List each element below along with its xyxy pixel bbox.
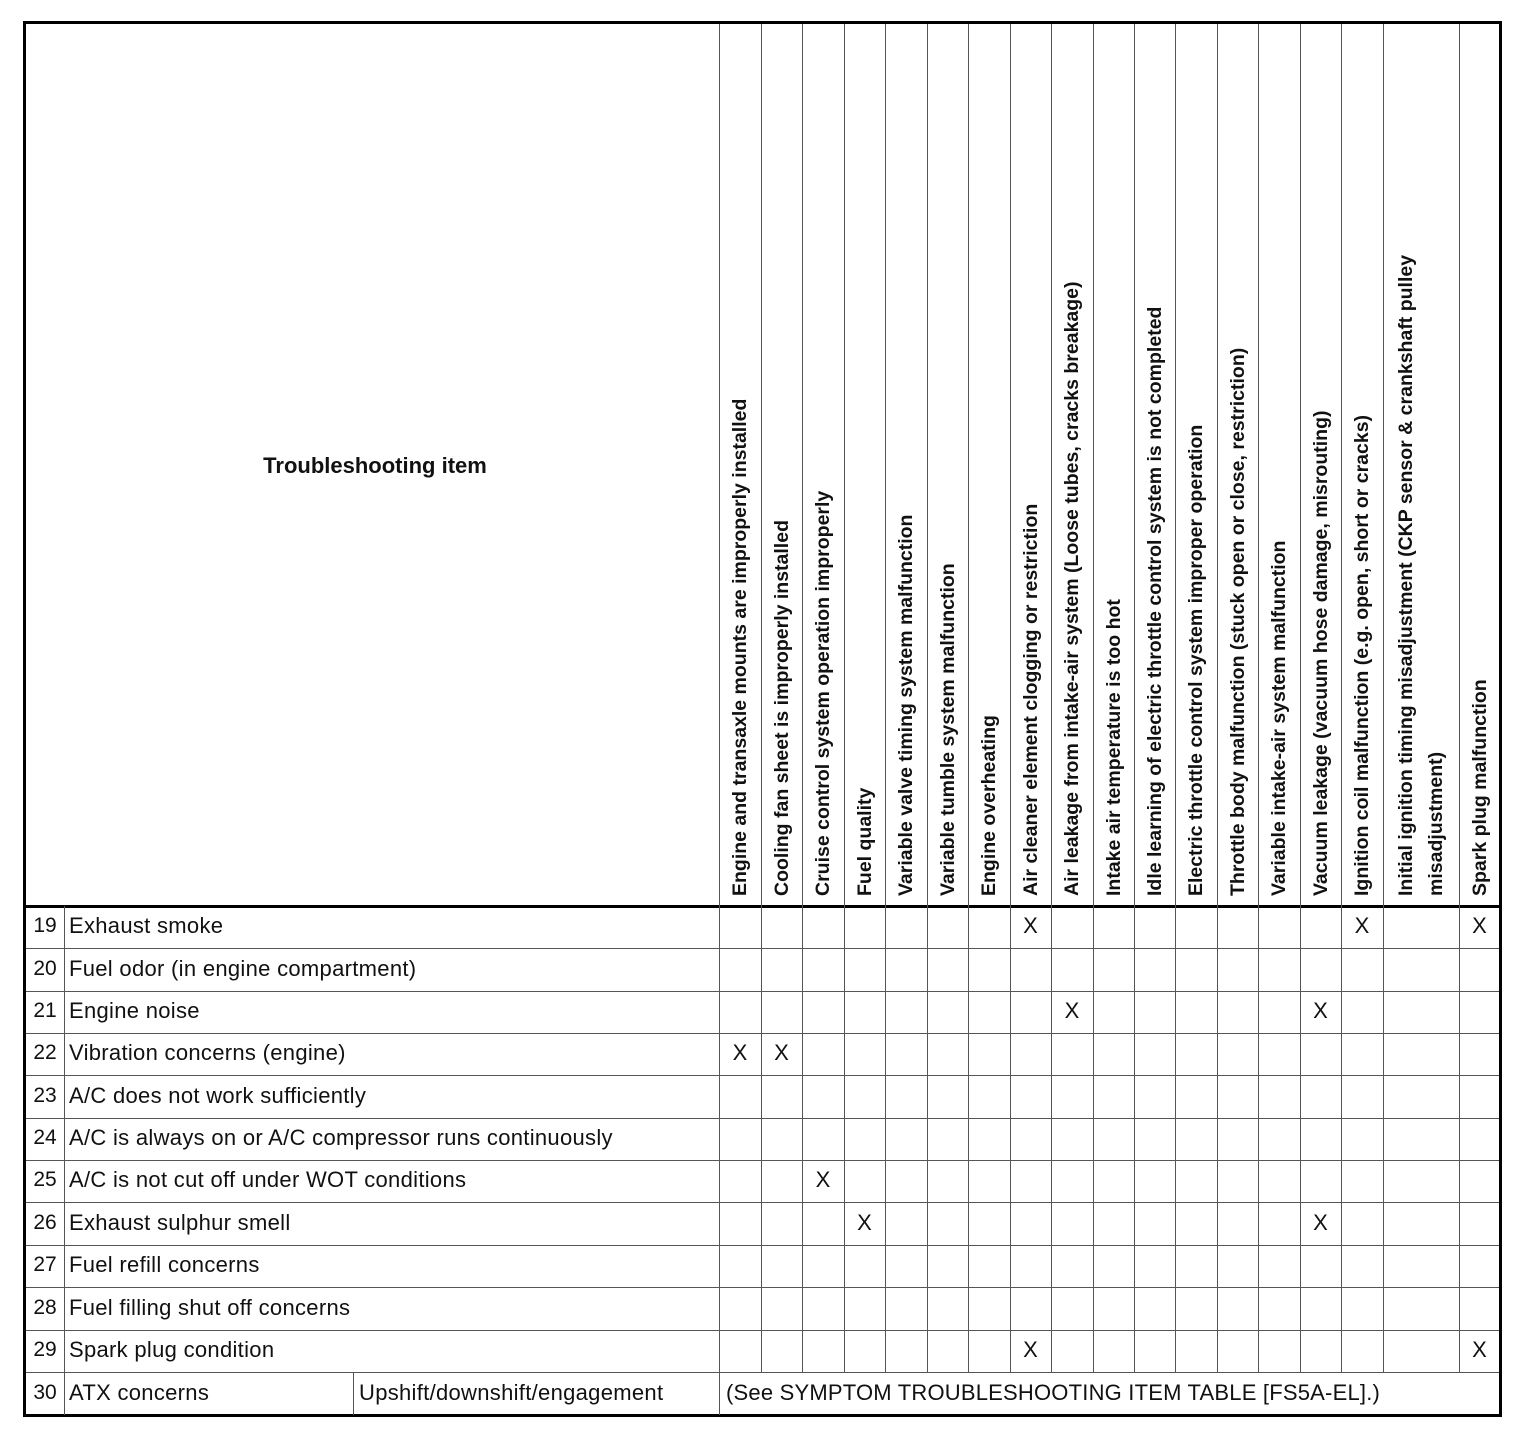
column-header-17	[1391, 255, 1451, 896]
row-item: ATX concerns	[69, 1379, 210, 1405]
row-item: Exhaust smoke	[69, 913, 224, 938]
x-mark: X	[1313, 1209, 1328, 1235]
column-header-line-2: misadjustment)	[1425, 751, 1447, 896]
row-item: A/C is not cut off under WOT conditions	[69, 1167, 467, 1192]
x-mark: X	[1354, 913, 1370, 938]
header-title: Troubleshooting item	[263, 453, 487, 478]
column-divider	[885, 24, 886, 1372]
row-number: 21	[33, 999, 57, 1022]
row-divider	[26, 1245, 1499, 1246]
column-divider	[1217, 24, 1218, 1372]
row-item: Fuel refill concerns	[69, 1252, 260, 1277]
row-item: Vibration concerns (engine)	[69, 1040, 346, 1065]
reference-note: (See SYMPTOM TROUBLESHOOTING ITEM TABLE [FS5A-EL].)	[726, 1379, 1381, 1405]
column-divider	[968, 24, 969, 1372]
row-divider	[26, 1075, 1499, 1076]
column-divider	[1010, 24, 1011, 1372]
column-divider	[1258, 24, 1259, 1372]
column-header-11: Idle learning of electric throttle control system is not completed	[1143, 306, 1166, 896]
column-header-1: Engine and transaxle mounts are improperly installed	[729, 398, 751, 896]
x-mark: X	[1472, 1337, 1487, 1362]
column-header-line-1: Initial ignition timing misadjustment (CKP sensor & crankshaft pulley	[1395, 254, 1417, 896]
column-divider	[761, 24, 762, 1372]
column-divider	[844, 24, 845, 1372]
x-mark: X	[774, 1040, 789, 1065]
row-divider	[26, 1160, 1499, 1161]
row-item: Spark plug condition	[69, 1337, 275, 1362]
column-header-15: Vacuum leakage (vacuum hose damage, misrouting)	[1309, 410, 1332, 896]
column-divider	[1383, 24, 1384, 1372]
column-header-2: Cooling fan sheet is improperly installed	[770, 520, 793, 896]
column-header-16: Ignition coil malfunction (e.g. open, short or cracks)	[1351, 414, 1373, 896]
row-number: 29	[33, 1338, 57, 1361]
column-divider	[719, 24, 720, 1415]
row-item: A/C is always on or A/C compressor runs continuously	[69, 1125, 613, 1150]
number-column-divider	[64, 906, 65, 1415]
x-mark: X	[732, 1040, 748, 1065]
header-divider	[26, 905, 1499, 908]
row-divider	[26, 991, 1499, 992]
row-item: Engine noise	[69, 998, 200, 1023]
row-subitem: Upshift/downshift/engagement	[359, 1379, 664, 1405]
x-mark: X	[1472, 913, 1487, 938]
subitem-divider	[353, 1372, 354, 1415]
row-number: 23	[33, 1083, 57, 1107]
column-header-18: Spark plug malfunction	[1468, 679, 1491, 896]
row-divider	[26, 1330, 1499, 1331]
row-item: Fuel filling shut off concerns	[69, 1294, 351, 1320]
column-divider	[1093, 24, 1094, 1372]
column-header-14: Variable intake-air system malfunction	[1268, 540, 1290, 896]
column-divider	[927, 24, 928, 1372]
x-mark: X	[1023, 913, 1038, 938]
x-mark: X	[1023, 1337, 1038, 1362]
column-header-9: Air leakage from intake-air system (Loose tubes, cracks breakage)	[1061, 281, 1083, 896]
row-number: 26	[33, 1210, 57, 1234]
row-divider	[26, 1118, 1499, 1119]
x-mark: X	[815, 1167, 831, 1192]
row-divider	[26, 1287, 1499, 1288]
row-divider	[26, 1372, 1499, 1373]
column-header-13: Throttle body malfunction (stuck open or close, restriction)	[1226, 347, 1249, 896]
column-header-12: Electric throttle control system improper operation	[1185, 424, 1207, 896]
row-item: Exhaust sulphur smell	[69, 1209, 291, 1235]
row-number: 19	[33, 914, 57, 937]
column-divider	[1341, 24, 1342, 1372]
column-header-7: Engine overheating	[978, 715, 1000, 896]
column-divider	[1051, 24, 1052, 1372]
column-divider	[1134, 24, 1135, 1372]
row-divider	[26, 1202, 1499, 1203]
x-mark: X	[1064, 998, 1080, 1023]
row-item: A/C does not work sufficiently	[69, 1082, 367, 1108]
column-header-4: Fuel quality	[853, 787, 876, 896]
column-divider	[1175, 24, 1176, 1372]
troubleshooting-table	[23, 21, 1502, 1417]
row-number: 24	[33, 1126, 57, 1149]
column-header-8: Air cleaner element clogging or restriction	[1019, 503, 1042, 896]
row-divider	[26, 948, 1499, 949]
x-mark: X	[1313, 998, 1328, 1023]
row-number: 25	[33, 1168, 57, 1191]
row-divider	[26, 1033, 1499, 1034]
row-number: 22	[33, 1041, 57, 1064]
column-header-6: Variable tumble system malfunction	[936, 563, 959, 896]
row-number: 27	[33, 1253, 57, 1276]
x-mark: X	[857, 1209, 872, 1235]
row-item: Fuel odor (in engine compartment)	[69, 955, 417, 981]
row-number: 30	[33, 1380, 57, 1404]
column-divider	[1300, 24, 1301, 1372]
row-number: 28	[33, 1295, 57, 1319]
column-header-5: Variable valve timing system malfunction	[895, 514, 917, 896]
column-header-10: Intake air temperature is too hot	[1102, 599, 1125, 896]
column-header-3: Cruise control system operation improperly	[812, 490, 834, 896]
row-number: 20	[33, 956, 57, 980]
column-divider	[1459, 24, 1460, 1372]
